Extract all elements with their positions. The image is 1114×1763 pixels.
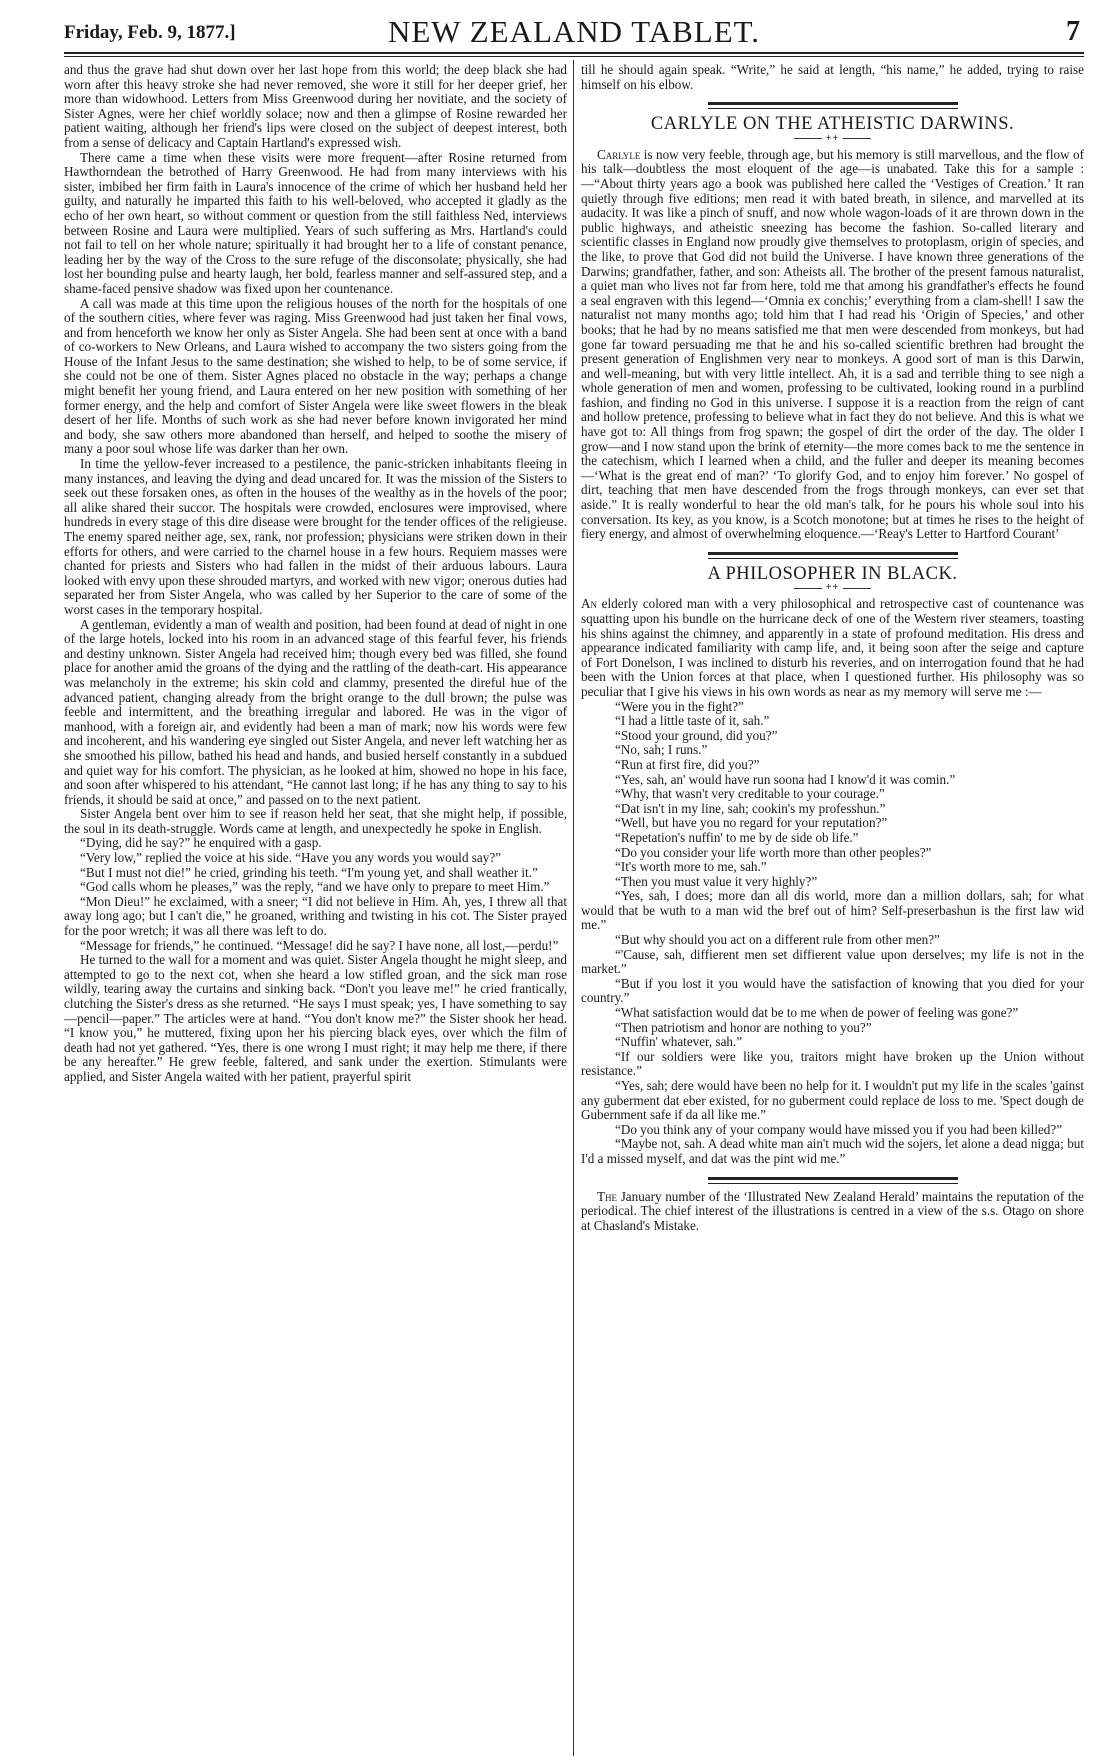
philosopher-body: elderly colored man with a very philosophical and retrospective cast of countenance was squatting upon his bundle on the hurricane deck of one of the Western river steamers, toasting his shins against the chimney, and apparently in a state of profound meditation. His dress and appearance indicated familiarity with camp life, and, it being soon after the seige and capture of Fort Donelson, I was inclined to disturb his reveries, and on interrogation found that he had been with the Union forces at that place, when I questioned further. His philosophy was so peculiar that I give his views in his own words as near as my memory will serve me :— bbox=[581, 596, 1084, 699]
story-paragraph: “Dying, did he say?” he enquired with a gasp. bbox=[80, 835, 322, 851]
dialogue-line: “Do you think any of your company would have missed you if you had been killed?” bbox=[615, 1121, 1063, 1137]
story-paragraph: “Very low,” replied the voice at his side. “Have you any words you would say?” bbox=[80, 850, 501, 866]
story-paragraph: “But I must not die!” he cried, grinding his teeth. “I'm young yet, and shall weather it.” bbox=[80, 864, 538, 880]
dialogue bbox=[581, 700, 1084, 1167]
story-paragraph: Sister Angela bent over him to see if reason held her seat, that she might help, if possible, the soul in its death-struggle. Words came at length, and unexpectedly he spoke in English. bbox=[64, 806, 567, 836]
left-column bbox=[64, 63, 567, 1753]
dialogue-line: “What satisfaction would dat be to me when de power of feeling was gone?” bbox=[615, 1005, 1019, 1021]
dialogue-line: “Then you must value it very highly?” bbox=[615, 873, 818, 889]
story-paragraph: “Message for friends,” he continued. “Message! did he say? I have none, all lost,—perdu!” bbox=[80, 937, 559, 953]
right-column bbox=[581, 63, 1084, 1753]
story-continuation: till he should again speak. “Write,” he said at length, “his name,” he added, trying to raise himself on his elbow. bbox=[581, 63, 1084, 92]
herald-notice bbox=[581, 1190, 1084, 1234]
dialogue-line: “Do you consider your life worth more than other peoples?” bbox=[615, 844, 932, 860]
heading-ornament: ++ bbox=[581, 583, 1084, 593]
dialogue-line: “Maybe not, sah. A dead white man ain't much wid the sojers, let alone a dead nigga; but I'd a missed myself, and dat was the pint wid me.” bbox=[581, 1136, 1084, 1166]
dialogue-line: “Dat isn't in my line, sah; cookin's my professhun.” bbox=[615, 800, 886, 816]
issue-date: Friday, Feb. 9, 1877.] bbox=[64, 22, 236, 43]
masthead bbox=[64, 14, 1084, 50]
dialogue-line: “Nuffin' whatever, sah.” bbox=[615, 1034, 743, 1050]
story-paragraph: He turned to the wall for a moment and was quiet. Sister Angela thought he might sleep, and attempted to go to the next cot, when she heard a low stifled groan, and the sick man rose wildly, tearing away the curtains and sinking back. “Don't you leave me!” he cried frantically, clutching the Sister's dress as she returned. “He says I must speak; yes, I have something to say—pencil—paper.” The articles were at hand. “You don't know me?” the Sister shook her head. “I know you,” he muttered, fixing upon her his piercing black eyes, over which the film of death had not yet gathered. “Yes, there is one wrong I must right; it may help me there, if there be any hereafter.” He grew feeble, faltered, and sank under the exertion. Stimulants were applied, and Sister Angela waited with her patient, prayerful spirit bbox=[64, 952, 567, 1084]
story-paragraph: “Mon Dieu!” he exclaimed, with a sneer; “I did not believe in Him. Ah, yes, I threw all that away long ago; but I can't die,” he groaned, writhing and twisting in his cot. The Sister prayed for the poor wretch; it was all there was left to do. bbox=[64, 893, 567, 939]
dialogue-line: “But why should you act on a different rule from other men?” bbox=[615, 932, 940, 948]
section-rule bbox=[708, 552, 958, 559]
dialogue-line: “I had a little taste of it, sah.” bbox=[615, 713, 770, 729]
dialogue-line: “No, sah; I runs.” bbox=[615, 742, 708, 758]
story-paragraph: A call was made at this time upon the religious houses of the north for the hospitals of one of the southern cities, where fever was raging. Miss Greenwood had just taken her final vows, and from henceforth we know her only as Sister Angela. She had been sent at once with a band of co-workers to New Orleans, and Laura wished to accompany the two sisters going from the House of the Infant Jesus to the same destination; she wished to help, to be of some service, if she could not be one of them. Sister Agnes placed no obstacle in the way; perhaps a change might benefit her young friend, and Laura entered on her new position with something of her former energy, and the help and comfort of Sister Angela were like sweet flowers in the bleak desert of her life. Months of such work as she had never before known invigorated her mind and body, she saw others more abandoned than herself, and helped to soothe the misery of many a poor soul whose life was darker than her own. bbox=[64, 295, 567, 457]
dialogue-line: “Stood your ground, did you?” bbox=[615, 727, 778, 743]
dialogue-line: “But if you lost it you would have the satisfaction of knowing that you died for your country.” bbox=[581, 975, 1084, 1006]
masthead-rule-thin bbox=[64, 56, 1084, 57]
dialogue-line: “Well, but have you no regard for your reputation?” bbox=[615, 815, 888, 831]
carlyle-heading: CARLYLE ON THE ATHEISTIC DARWINS. bbox=[650, 114, 1015, 135]
carlyle-article bbox=[581, 148, 1084, 542]
carlyle-lead: Carlyle bbox=[597, 146, 641, 162]
section-rule bbox=[708, 1177, 958, 1184]
dialogue-line: “It's worth more to me, sah.” bbox=[615, 859, 767, 875]
dialogue-line: “Yes, sah, I does; more dan all dis world, more dan a million dollars, sah; for what would that be wuth to a man wid the bref out of him? Self-preserbashun is the first law wid me.” bbox=[581, 888, 1084, 933]
story-paragraph: In time the yellow-fever increased to a pestilence, the panic-stricken inhabitants fleeing in many instances, and leaving the dying and dead uncared for. It was the mission of the Sisters to seek out these forsaken ones, as often in the houses of the wealthy as in the hovels of the poor; all alike shared their succor. The hospitals were crowded, enclosures were improvised, where hundreds in every stage of this dire disease were brought for the tender offices of the religieuse. The enemy spared neither age, sex, rank, nor profession; physicians were striken down in their efforts for others, and were carried to the charnel house in a few hours. Requiem masses were chanted for priests and Sisters who had fallen in the midst of their arduous labours. Laura looked with envy upon these shrouded martyrs, and worked with new vigor; onerous duties had separated her from Sister Angela, who was called by her Superior to the care of some of the worst cases in the temporary hospital. bbox=[64, 456, 567, 617]
herald-body: January number of the ‘Illustrated New Zealand Herald’ maintains the reputation of the periodical. The chief interest of the illustrations is centred in a view of the s.s. Otago on shore at Chasland's Mistake. bbox=[581, 1188, 1084, 1233]
dialogue-line: “If our soldiers were like you, traitors might have broken up the Union without resistance.” bbox=[581, 1048, 1084, 1079]
dialogue-line: “'Cause, sah, diffierent men set diffierent value upon derselves; my life is not in the market.” bbox=[581, 946, 1084, 977]
dialogue-line: “Repetation's nuffin' to me by de side ob life.” bbox=[615, 829, 859, 845]
dialogue-line: “Then patriotism and honor are nothing to you?” bbox=[615, 1019, 872, 1035]
philosopher-intro bbox=[581, 597, 1084, 699]
dialogue-line: “Yes, sah; dere would have been no help for it. I wouldn't put my life in the scales 'gainst any guberment dat eber existed, for no guberment could replace de loss to me. 'Spect dough de Gubernment safe if da all like me.” bbox=[581, 1078, 1084, 1123]
dialogue-line: “Were you in the fight?” bbox=[615, 698, 744, 714]
dialogue-line: “Run at first fire, did you?” bbox=[615, 756, 760, 772]
philosopher-lead: An bbox=[581, 596, 597, 612]
story-paragraph: A gentleman, evidently a man of wealth and position, had been found at dead of night in one of the large hotels, locked into his room in an advanced stage of this fearful fever, his friends and destiny unknown. Sister Angela had received him; though every bed was filled, she found place for another amid the groans of the dying and the rattling of the death-cart. His appearance was melancholy in the extreme; his skin cold and clammy, presented the direful hue of the advanced patient, changing already from the bright orange to the dull brown; the pulse was feeble and intermittent, and the breathing irregular and labored. He was in the vigor of manhood, with a foreign air, and evidently had been a man of mark; now his words were few and incoherent, and his wandering eye singled out Sister Angela, and never left watching her as she smoothed his pillow, bathed his head and hands, and busied herself constantly in a subdued and quiet way for his comfort. The physician, as he looked at him, showed no hope in his face, and soon after whispered to his attendant, “He cannot last long; if he has any thing to say to his friends, it should be said at once,” and passed on to the next patient. bbox=[64, 616, 567, 807]
story-paragraph: There came a time when these visits were more frequent—after Rosine returned from Hawthorndean the betrothed of Harry Greenwood. He had from many interviews with his sister, imbibed her firm faith in Laura's innocence of the crime of which her husband held her guilty, and naturally he imparted this faith to his well-beloved, who accepted it gladly as the echo of her own heart, so without comment or question from the still faithless Ned, interviews between Rosine and Laura were multiplied. Years of such suffering as Mrs. Hartland's could not fail to tell on her whole nature; spiritually it had brought her to a life of constant penance, leading her by the way of the Cross to the sure refuge of the disconsolate; physically, she had lost her bounding pulse and hearty laugh, her bold, fearless manner and self-assured step, and a shame-faced pensive shadow was fixed upon her countenance. bbox=[64, 149, 567, 296]
dialogue-line: “Yes, sah, an' would have run soona had I know'd it was comin.” bbox=[615, 771, 956, 787]
story-paragraph: and thus the grave had shut down over her last hope from this world; the deep black she had worn after this heavy stroke she had never removed, she wore it still for her deeper grief, her more than widowhood. Letters from Miss Greenwood during her novitiate, and the society of Sister Agnes, were her chief worldly solace; now and then a glimpse of Rosine rewarded her patient waiting, although her friend's lips were closed on the subject of deepest interest, both from a sense of delicacy and Captain Hartland's expressed wish. bbox=[64, 63, 567, 150]
story-paragraph: “God calls whom he pleases,” was the reply, “and we have only to prepare to meet Him.” bbox=[80, 879, 550, 895]
page-number: 7 bbox=[1066, 16, 1080, 47]
newspaper-title: NEW ZEALAND TABLET. bbox=[387, 14, 761, 49]
masthead-rule bbox=[64, 52, 1084, 54]
philosopher-heading: A PHILOSOPHER IN BLACK. bbox=[707, 563, 958, 584]
herald-lead: The bbox=[597, 1188, 618, 1204]
carlyle-body: is now very feeble, through age, but his memory is still marvellous, and the flow of his talk—doubtless the most eloquent of the age—is unabated. Take this for a sample :—“About thirty years ago a book was published here called the ‘Vestiges of Creation.’ It ran quietly through five editions; men read it with bated breath, in silence, and marvelled at its audacity. It was like a pinch of snuff, and now whole wagon-loads of it are thrown down in the public highways, and atheistic sneezing has become the fashion. So-called literary and scientific classes in England now proudly give themselves to protoplasm, origin of species, and the like, to prove that God did not build the Universe. I have known three generations of the Darwins; grandfather, father, and son: Atheists all. The brother of the present famous naturalist, a quiet man who lives not far from here, told me that among his grandfather's effects he found a seal engraven with this legend—‘Omnia ex conchis;’ everything from a clam-shell! I saw the naturalist not many months ago; told him that I had read his ‘Origin of Species,’ and other books; that he had by no means satisfied me that men were descended from monkeys, but had gone far toward persuading me that he and his so-called scientific brethren had brought the present generation of Englishmen very near to monkeys. A good sort of man is this Darwin, and well-meaning, but with very little intellect. Ah, it is a sad and terrible thing to see nigh a whole generation of men and women, professing to be cultivated, looking round in a purblind fashion, and finding no God in this universe. I suppose it is a reaction from the reign of cant and hollow pretence, professing to believe what in fact they do not believe. And this is what we have got to: All things from frog spawn; the gospel of dirt the order of the day. The older I grow—and I now stand upon the brink of eternity—the more comes back to me the sentence in the catechism, which I learned when a child, and the fuller and deeper its meaning becomes—‘What is the great end of man?’ ‘To glorify God, and to enjoy him forever.’ No gospel of dirt, teaching that men have descended from the frogs through monkeys, can ever set that aside.” It is really wonderful to hear the old man's talk, for he pours his whole soul into his conversation. Its key, as you know, is a Scotch monotone; but at times he rises to the height of fiery energy, and almost of overwhelming eloquence.—‘Reay's Letter to Hartford Courant’ bbox=[581, 146, 1084, 542]
column-divider bbox=[573, 60, 574, 1756]
section-rule bbox=[708, 102, 958, 109]
heading-ornament: ++ bbox=[581, 134, 1084, 144]
dialogue-line: “Why, that wasn't very creditable to your courage.” bbox=[615, 786, 885, 802]
